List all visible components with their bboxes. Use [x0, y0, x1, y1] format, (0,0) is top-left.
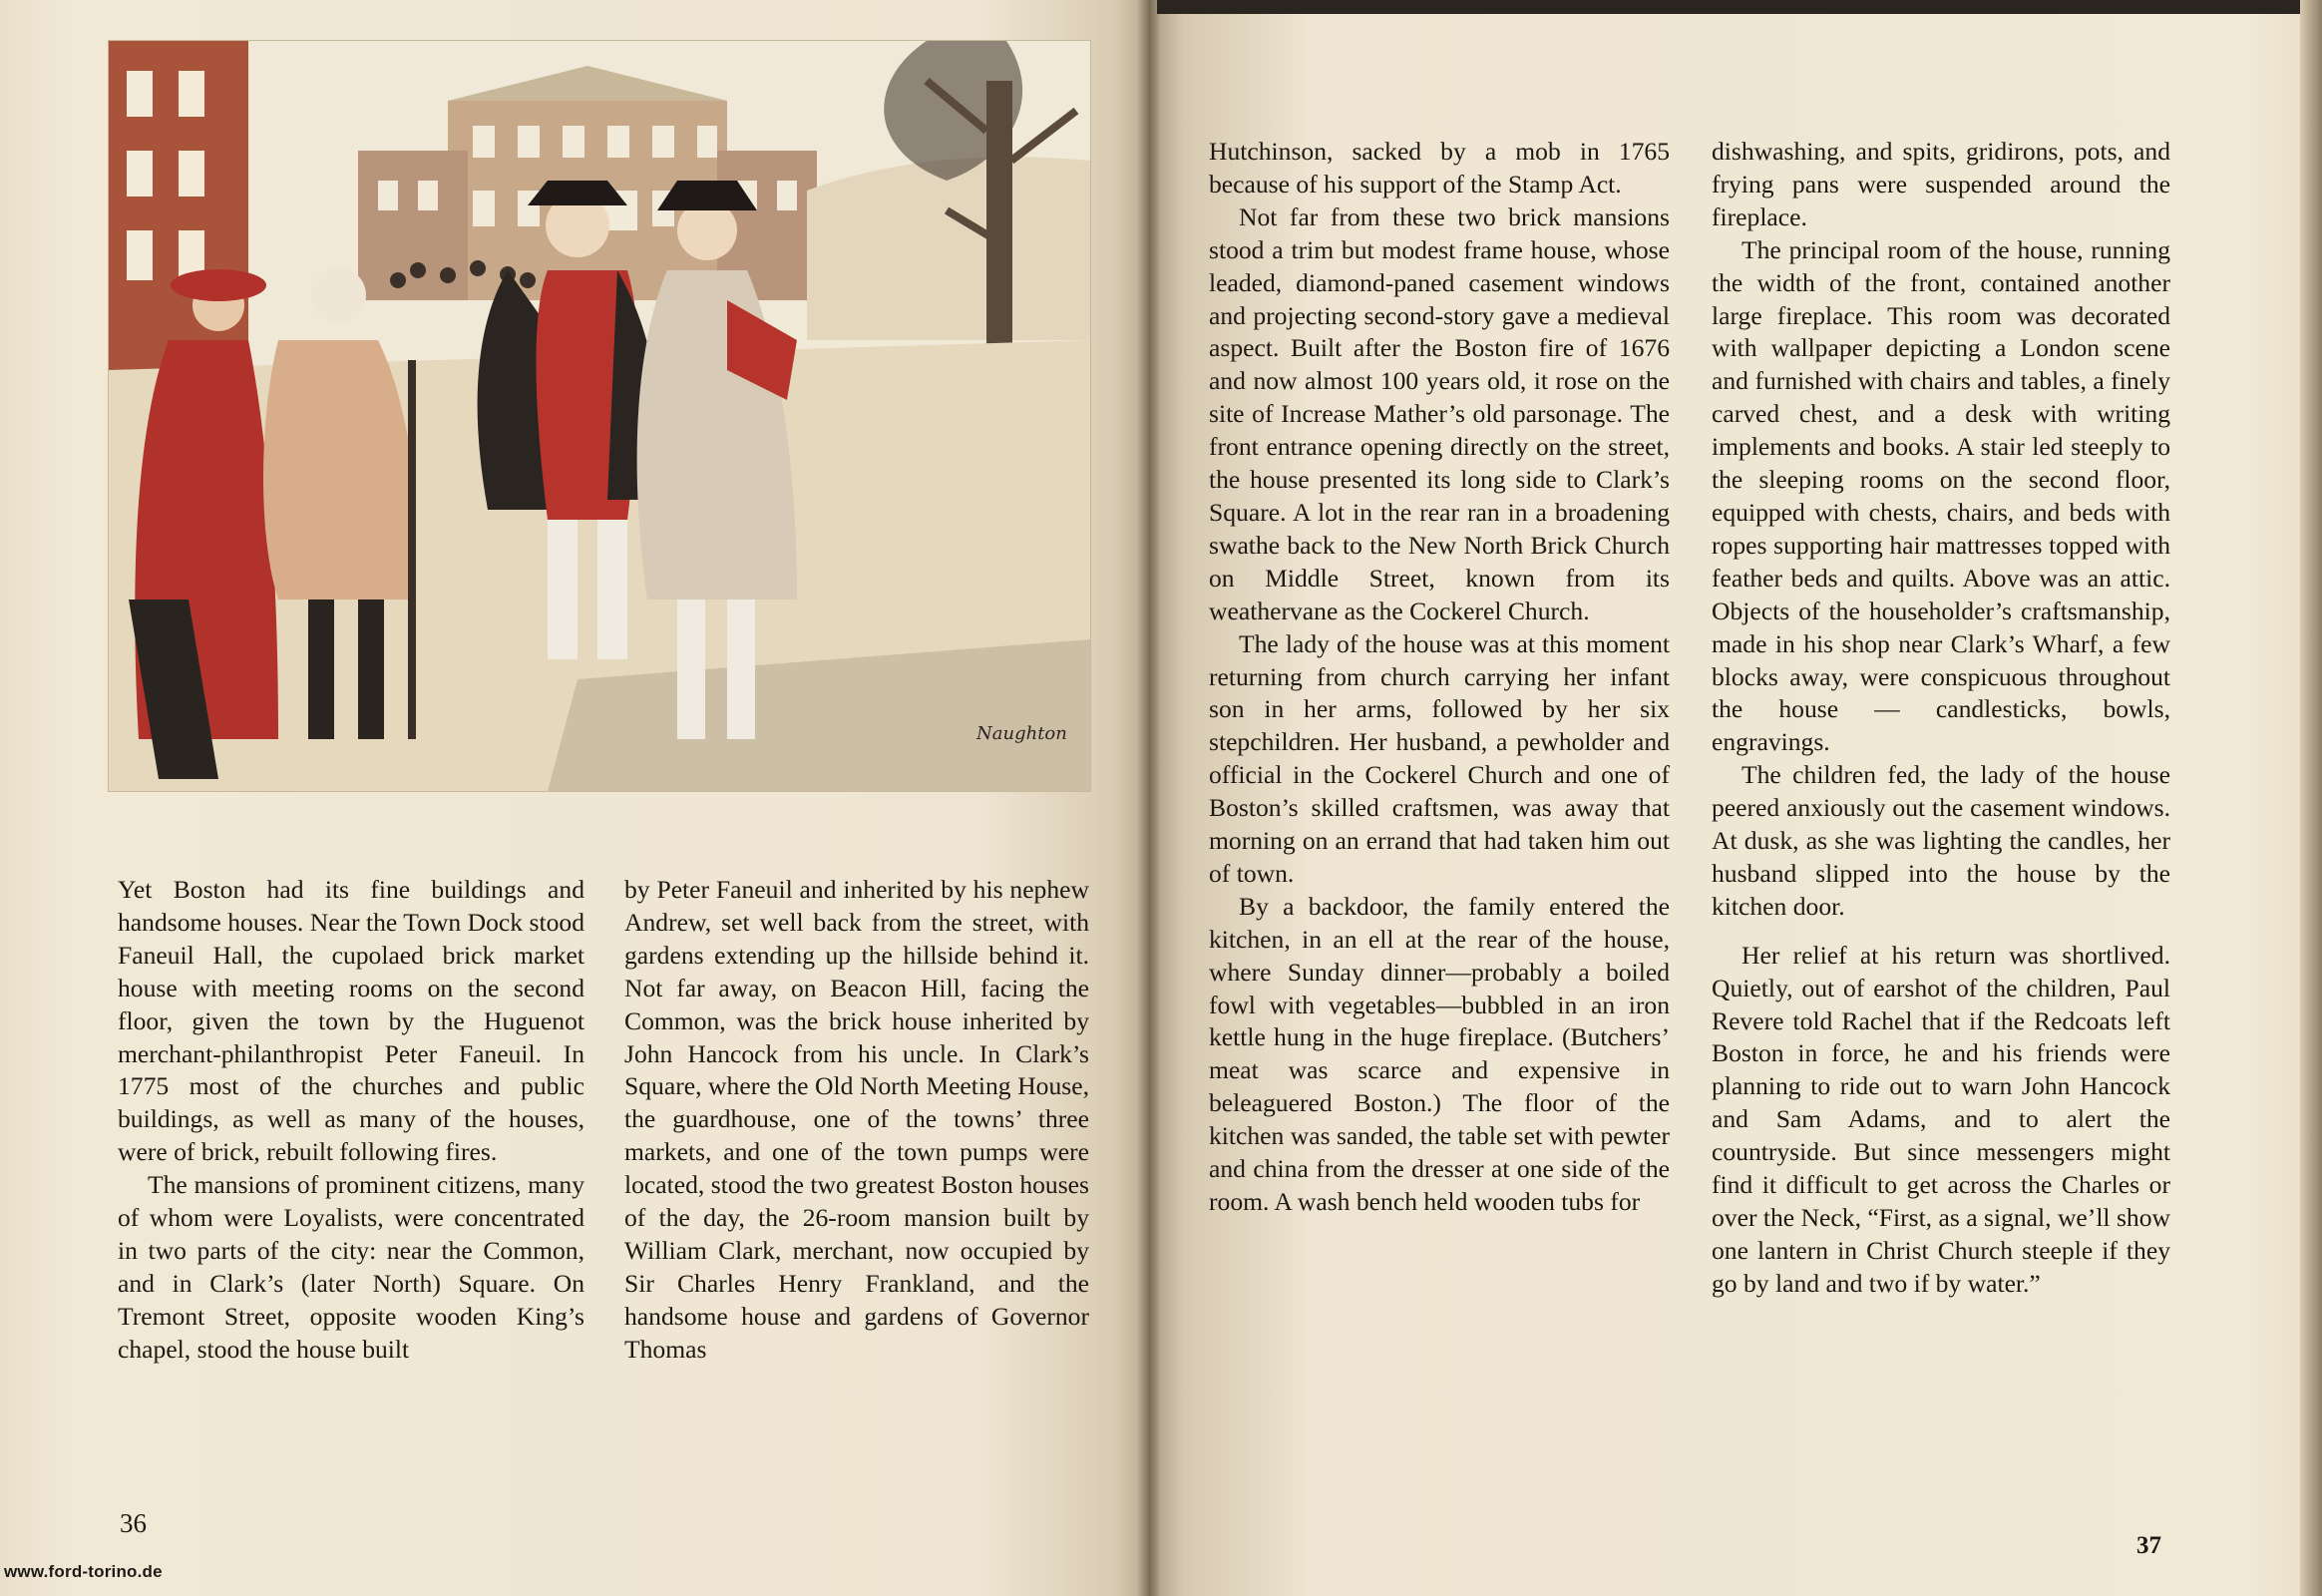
book-gutter — [1137, 0, 1161, 1596]
colonial-boston-street-illustration — [108, 40, 1091, 792]
illustration-signature: Naughton — [976, 723, 1067, 744]
left-column-2 — [624, 874, 1089, 1367]
illustration-art — [109, 41, 1090, 791]
left-column-1 — [118, 874, 584, 1367]
paragraph: By a backdoor, the family entered the kitchen, in an ell at the rear of the house, where Sunday dinner—probably a boiled fowl with vegetables—bubbled in an iron kettle hung in the huge fireplace. (Butchers’ meat was scarce and expensive in beleaguered Boston.) The floor of the kitchen was sanded, the table set with pewter and china from the dresser at one side of the room. A wash bench held wooden tubs for — [1209, 891, 1670, 1216]
scan-edge-right — [2300, 0, 2322, 1596]
right-column-1 — [1209, 136, 1670, 1219]
paragraph: Hutchinson, sacked by a mob in 1765 because of his support of the Stamp Act. — [1209, 137, 1670, 199]
watermark: www.ford-torino.de — [4, 1562, 163, 1581]
paragraph: The principal room of the house, running the width of the front, contained another large fireplace. This room was decorated with wallpaper depicting a London scene and furnished with chairs and tables, a finely carved chest, and a desk with writing implements and books. A stair led steeply to the sleeping rooms on the second floor, equipped with chests, chairs, and beds with ropes supporting hair mattresses topped with feather beds and quilts. Above was an attic. Objects of the householder’s craftsmanship, made in his shop near Clark’s Wharf, a few blocks away, were conspicuous throughout the house — candlesticks, bowls, engravings. — [1712, 234, 2170, 757]
left-page — [0, 0, 1149, 1596]
paragraph: The lady of the house was at this moment returning from church carrying her infant son in her arms, followed by her six stepchildren. Her husband, a pewholder and official in the Cockerel Church and one of Boston’s skilled craftsmen, was away that morning on an errand that had taken him out of town. — [1209, 628, 1670, 888]
paragraph: The mansions of prominent citizens, many of whom were Loyalists, were concentrated in two parts of the city: near the Common, and in Clark’s (later North) Square. On Tremont Street, opposite wooden King’s chapel, stood the house built — [118, 1170, 584, 1364]
paragraph: by Peter Faneuil and inherited by his nephew Andrew, set well back from the street, with gardens extending up the hillside behind it. Not far away, on Beacon Hill, facing the Common, was the brick house inherited by John Hancock from his uncle. In Clark’s Square, where the Old North Meeting House, the guardhouse, one of the towns’ three markets, and one of the town pumps were located, stood the two greatest Boston houses of the day, the 26-room mansion built by William Clark, merchant, now occupied by Sir Charles Henry Frankland, and the handsome house and gardens of Governor Thomas — [624, 875, 1089, 1364]
scan-edge-top — [1157, 0, 2322, 14]
page-number-right: 37 — [2136, 1532, 2161, 1559]
paragraph: dishwashing, and spits, gridirons, pots, and frying pans were suspended around the fireplace. — [1712, 137, 2170, 231]
right-page — [1149, 0, 2322, 1596]
paragraph: Yet Boston had its fine buildings and handsome houses. Near the Town Dock stood Faneuil Hall, the cupolaed brick market house with meeting rooms on the second floor, given the town by the Huguenot merchant-philanthropist Peter Faneuil. In 1775 most of the churches and public buildings, as well as many of the houses, were of brick, rebuilt following fires. — [118, 875, 584, 1167]
paragraph: The children fed, the lady of the house peered anxiously out the casement windows. At dusk, as she was lighting the candles, her husband slipped into the house by the kitchen door. — [1712, 760, 2170, 921]
page-number-left: 36 — [120, 1508, 147, 1538]
right-column-2 — [1712, 136, 2170, 1301]
paragraph: Her relief at his return was shortlived. Quietly, out of earshot of the children, Paul Revere told Rachel that if the Redcoats left Boston in force, he and his friends were planning to ride out to warn John Hancock and Sam Adams, and to alert the countryside. But since messengers might find it difficult to get across the Charles or over the Neck, “First, as a signal, we’ll show one lantern in Christ Church steeple if they go by land and two if by water.” — [1712, 940, 2170, 1298]
paragraph: Not far from these two brick mansions stood a trim but modest frame house, whose leaded, diamond-paned casement windows and projecting second-story gave a medieval aspect. Built after the Boston fire of 1676 and now almost 100 years old, it rose on the site of Increase Mather’s old parsonage. The front entrance opening directly on the street, the house presented its long side to Clark’s Square. A lot in the rear ran in a broadening swathe back to the New North Brick Church on Middle Street, known from its weathervane as the Cockerel Church. — [1209, 201, 1670, 625]
